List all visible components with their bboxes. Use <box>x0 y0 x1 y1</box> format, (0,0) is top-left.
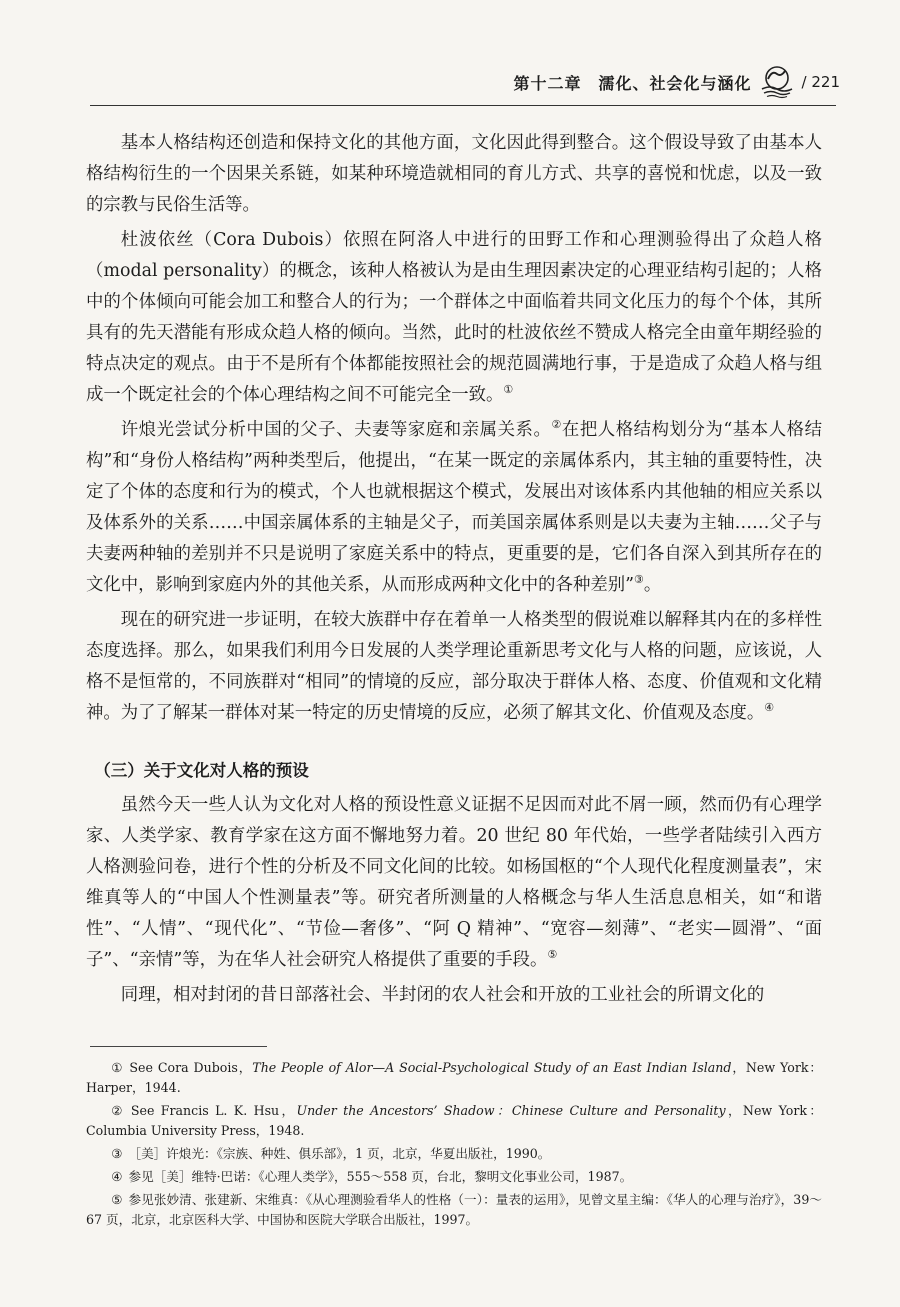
paragraph-4 <box>86 605 822 729</box>
footnote-number: ① <box>111 1060 124 1075</box>
footnote-2 <box>86 1101 822 1141</box>
footnote-book-title: The People of Alor—A Social-Psychological Study of an East Indian Island <box>252 1060 732 1075</box>
series-logo-icon <box>758 65 796 99</box>
running-header <box>510 60 840 104</box>
paragraph-3-end: 。 <box>643 575 662 595</box>
footnote-number: ⑤ <box>111 1192 123 1207</box>
note-ref-1: ① <box>503 383 514 397</box>
paragraph-4-text: 现在的研究进一步证明，在较大族群中存在着单一人格类型的假说难以解释其内在的多样性态度选择。那么，如果我们利用今日发展的人类学理论重新思考文化与人格的问题，应该说，人格不是恒常的，不同族群对“相同”的情境的反应，部分取决于群体人格、态度、价值观和文化精神。为了了解某一群体对某一特定的历史情境的反应，必须了解其文化、价值观及态度。 <box>86 610 822 723</box>
note-ref-5: ⑤ <box>547 948 558 962</box>
paragraph-5 <box>86 790 822 976</box>
paragraph-5-text: 虽然今天一些人认为文化对人格的预设性意义证据不足因而对此不屑一顾，然而仍有心理学家、人类学家、教育学家在这方面不懈地努力着。20 世纪 80 年代始，一些学者陆续引入西方人格测验问卷，进行个性的分析及不同文化间的比较。如杨国枢的“个人现代化程度测量表”，宋维真等人的“中国人个性测量表”等。研究者所测量的人格概念与华人生活息息相关，如“和谐性”、“人情”、“现代化”、“节俭—奢侈”、“阿 Q 精神”、“宽容—刻薄”、“老实—圆滑”、“面子”、“亲情”等，为在华人社会研究人格提供了重要的手段。 <box>86 795 822 970</box>
footnote-text: ［美］许烺光：《宗族、种姓、俱乐部》，1 页，北京，华夏出版社，1990。 <box>128 1146 551 1161</box>
footnote-text: 参见［美］维特·巴诺：《心理人类学》，555～558 页，台北，黎明文化事业公司，1987。 <box>128 1169 633 1184</box>
footnote-4 <box>86 1167 822 1187</box>
footnote-publisher: ，New York：Harper，1944. <box>86 1060 822 1095</box>
footnote-rule <box>90 1046 267 1047</box>
note-ref-4: ④ <box>764 701 775 715</box>
header-rule <box>90 105 836 106</box>
section-heading: （三）关于文化对人格的预设 <box>94 761 309 780</box>
footnote-book-title: Under the Ancestors’ Shadow：Chinese Culture and Personality <box>296 1103 726 1118</box>
paragraph-3-text-a: 许烺光尝试分析中国的父子、夫妻等家庭和亲属关系。 <box>120 420 552 440</box>
footnote-text: See Francis L. K. Hsu， <box>130 1103 297 1118</box>
footnote-text: See Cora Dubois， <box>129 1060 253 1075</box>
footnote-text: 参见张妙清、张建新、宋维真：《从心理测验看华人的性格（一）：量表的运用》，见曾文星主编：《华人的心理与治疗》，39～67 页，北京，北京医科大学、中国协和医院大学联合出版社，1997。 <box>86 1192 822 1227</box>
main-text <box>86 128 822 1015</box>
footnote-3 <box>86 1144 822 1164</box>
footnotes <box>86 1058 822 1233</box>
note-ref-3: ③ <box>634 573 644 587</box>
paragraph-6: 同理，相对封闭的昔日部落社会、半封闭的农人社会和开放的工业社会的所谓文化的 <box>120 985 765 1005</box>
chapter-title: 第十二章 濡化、社会化与涵化 <box>513 73 752 93</box>
paragraph-2 <box>86 225 822 411</box>
paragraph-1: 基本人格结构还创造和保持文化的其他方面，文化因此得到整合。这个假设导致了由基本人格结构衍生的一个因果关系链，如某种环境造就相同的育儿方式、共享的喜悦和忧虑，以及一致的宗教与民俗生活等。 <box>86 133 822 215</box>
footnote-number: ③ <box>111 1146 123 1161</box>
footnote-number: ② <box>111 1103 125 1118</box>
footnote-publisher: ，New York：Columbia University Press，1948. <box>86 1103 822 1138</box>
note-ref-2: ② <box>551 418 562 432</box>
footnote-1 <box>86 1058 822 1098</box>
footnote-number: ④ <box>111 1169 123 1184</box>
paragraph-3-text-b: 在把人格结构划分为“基本人格结构”和“身份人格结构”两种类型后，他提出，“在某一既定的亲属体系内，其主轴的重要特性，决定了个体的态度和行为的模式，个人也就根据这个模式，发展出对该体系内其他轴的相应关系以及体系外的关系……中国亲属体系的主轴是父子，而美国亲属体系则是以夫妻为主轴……父子与夫妻两种轴的差别并不只是说明了家庭关系中的特点，更重要的是，它们各自深入到其所存在的文化中，影响到家庭内外的其他关系，从而形成两种文化中的各种差别” <box>86 420 822 595</box>
footnote-5 <box>86 1190 822 1230</box>
paragraph-3 <box>86 415 822 601</box>
page-number: / 221 <box>801 73 840 91</box>
paragraph-2-text: 杜波依丝（Cora Dubois）依照在阿洛人中进行的田野工作和心理测验得出了众趋人格（modal personality）的概念，该种人格被认为是由生理因素决定的心理亚结构引起的；人格中的个体倾向可能会加工和整合人的行为；一个群体之中面临着共同文化压力的每个个体，其所具有的先天潜能有形成众趋人格的倾向。当然，此时的杜波依丝不赞成人格完全由童年期经验的特点决定的观点。由于不是所有个体都能按照社会的规范圆满地行事，于是造成了众趋人格与组成一个既定社会的个体心理结构之间不可能完全一致。 <box>86 230 822 405</box>
